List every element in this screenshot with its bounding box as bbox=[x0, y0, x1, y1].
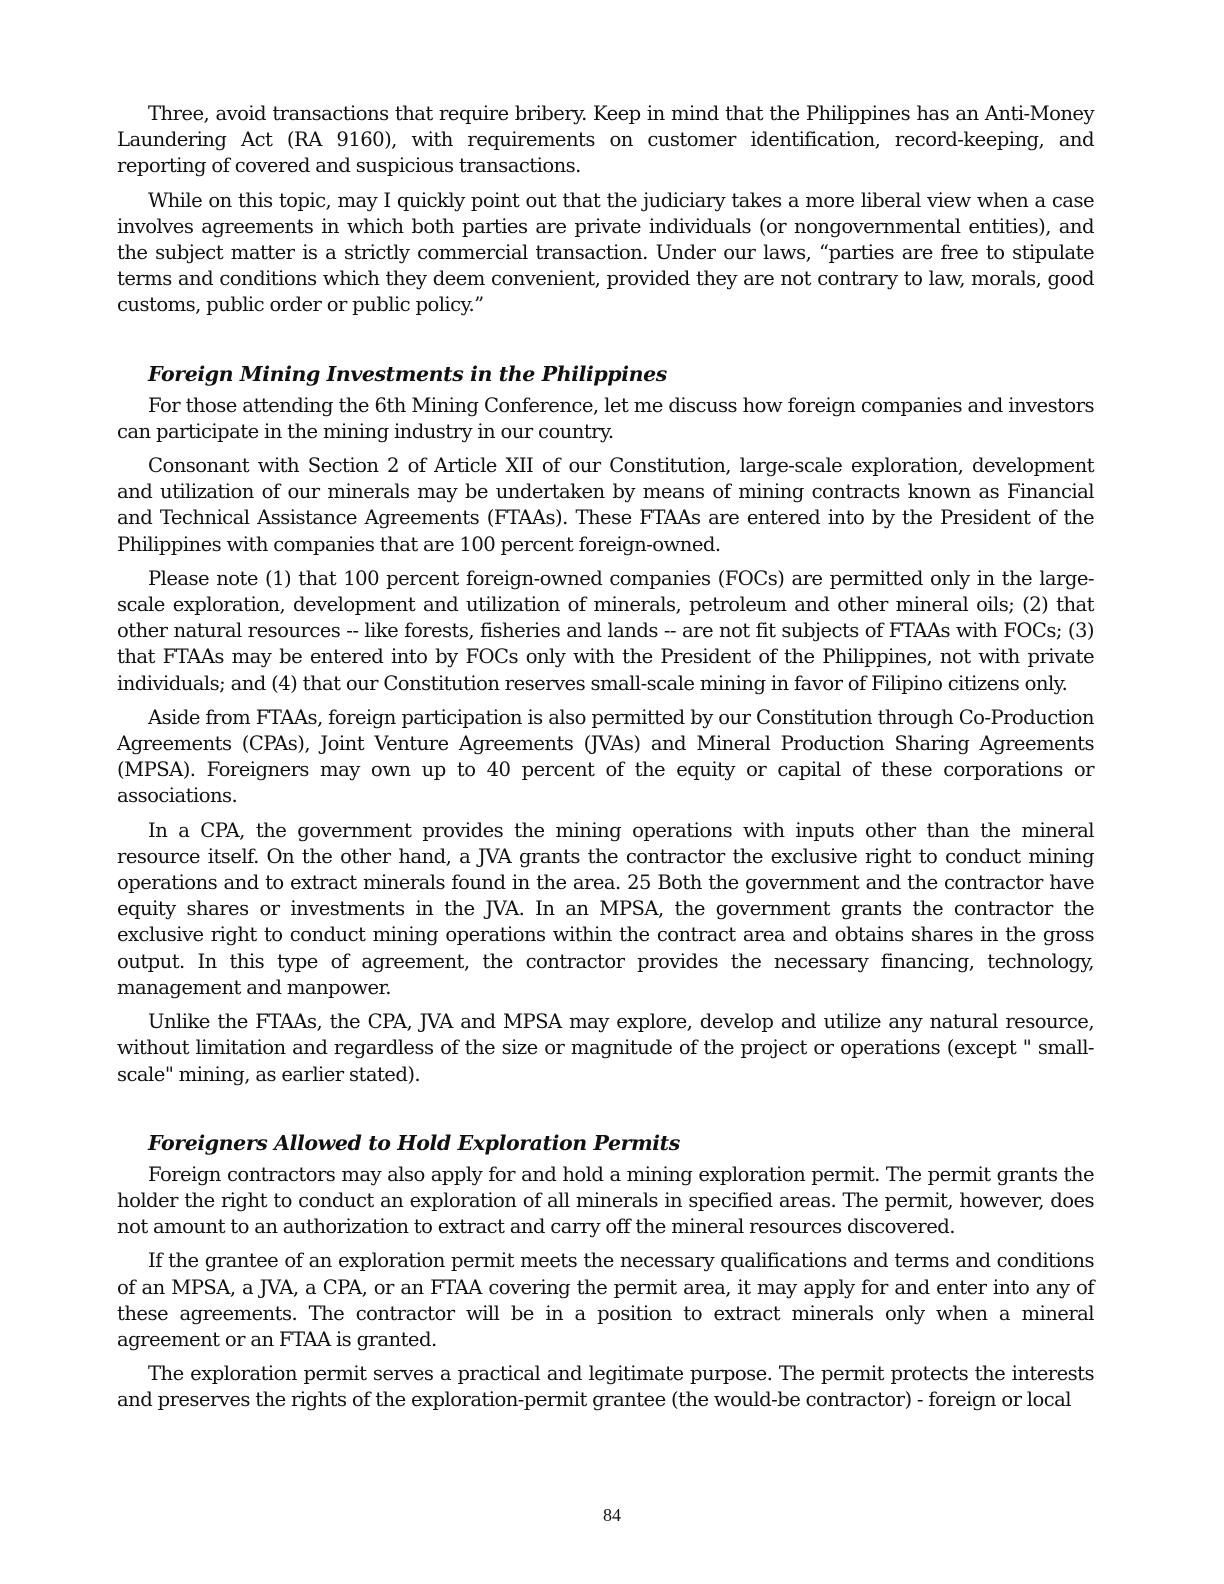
paragraph-agreement-types: In a CPA, the government provides the mining operations with inputs other than the mineral resource itself. On the other hand, a JVA grants the contractor the exclusive right to conduct mining operations and to extract minerals found in the area. 25 Both the government and the contractor have equity shares or investments in the JVA. In an MPSA, the government grants the contractor the exclusive right to conduct mining operations within the contract area and obtains shares in the gross output. In this type of agreement, the contractor provides the necessary financing, technology, management and manpower. bbox=[117, 818, 1094, 999]
page-number: 84 bbox=[603, 1505, 621, 1525]
paragraph-bribery: Three, avoid transactions that require bribery. Keep in mind that the Philippines has an Anti-Money Laundering Act (RA 9160), with requirements on customer identification, record-keeping, and reporting of covered and suspicious transactions. bbox=[117, 102, 1094, 178]
paragraph-judiciary: While on this topic, may I quickly point out that the judiciary takes a more liberal view when a case involves agreements in which both parties are private individuals (or nongovernmental entities), and the subject matter is a strictly commercial transaction. Under our laws, “parties are free to stipulate terms and conditions which they deem convenient, provided they are not contrary to law, morals, good customs, public order or public policy.” bbox=[117, 188, 1094, 317]
paragraph-permit-purpose: The exploration permit serves a practical and legitimate purpose. The permit protects the interests and preserves the rights of the exploration-permit grantee (the would-be contractor) - foreign or local bbox=[117, 1362, 1094, 1412]
section-heading-foreign-mining: Foreign Mining Investments in the Philippines bbox=[148, 361, 667, 386]
paragraph-foreign-contractors: Foreign contractors may also apply for and hold a mining exploration permit. The permit grants the holder the right to conduct an exploration of all minerals in specified areas. The permit, however, does not amount to an authorization to extract and carry off the mineral resources discovered. bbox=[117, 1162, 1094, 1239]
paragraph-mining-conference: For those attending the 6th Mining Conference, let me discuss how foreign companies and investors can participate in the mining industry in our country. bbox=[117, 393, 1094, 443]
paragraph-cpa-jva-mpsa: Aside from FTAAs, foreign participation is also permitted by our Constitution through Co-Production Agreements (CPAs), Joint Venture Agreements (JVAs) and Mineral Production Sharing Agreements (MPSA). Foreigners may own up to 40 percent of the equity or capital of these corporations or associations. bbox=[117, 705, 1094, 808]
paragraph-permit-grantee: If the grantee of an exploration permit meets the necessary qualifications and terms and conditions of an MPSA, a JVA, a CPA, or an FTAA covering the permit area, it may apply for and enter into any of these agreements. The contractor will be in a position to extract minerals only when a mineral agreement or an FTAA is granted. bbox=[117, 1249, 1094, 1351]
paragraph-unlike-ftaas: Unlike the FTAAs, the CPA, JVA and MPSA may explore, develop and utilize any natural resource, without limitation and regardless of the size or magnitude of the project or operations (except " small-scale" mining, as earlier stated). bbox=[117, 1010, 1094, 1086]
section-heading-exploration-permits: Foreigners Allowed to Hold Exploration Permits bbox=[148, 1130, 680, 1155]
page-body bbox=[117, 101, 1094, 1422]
paragraph-foc-notes: Please note (1) that 100 percent foreign-owned companies (FOCs) are permitted only in the large-scale exploration, development and utilization of minerals, petroleum and other mineral oils; (2) that other natural resources -- like forests, fisheries and lands -- are not fit subjects of FTAAs with FOCs; (3) that FTAAs may be entered into by FOCs only with the President of the Philippines, not with private individuals; and (4) that our Constitution reserves small-scale mining in favor of Filipino citizens only. bbox=[117, 566, 1094, 695]
paragraph-ftaa-constitution: Consonant with Section 2 of Article XII of our Constitution, large-scale exploration, development and utilization of our minerals may be undertaken by means of mining contracts known as Financial and Technical Assistance Agreements (FTAAs). These FTAAs are entered into by the President of the Philippines with companies that are 100 percent foreign-owned. bbox=[117, 454, 1094, 556]
